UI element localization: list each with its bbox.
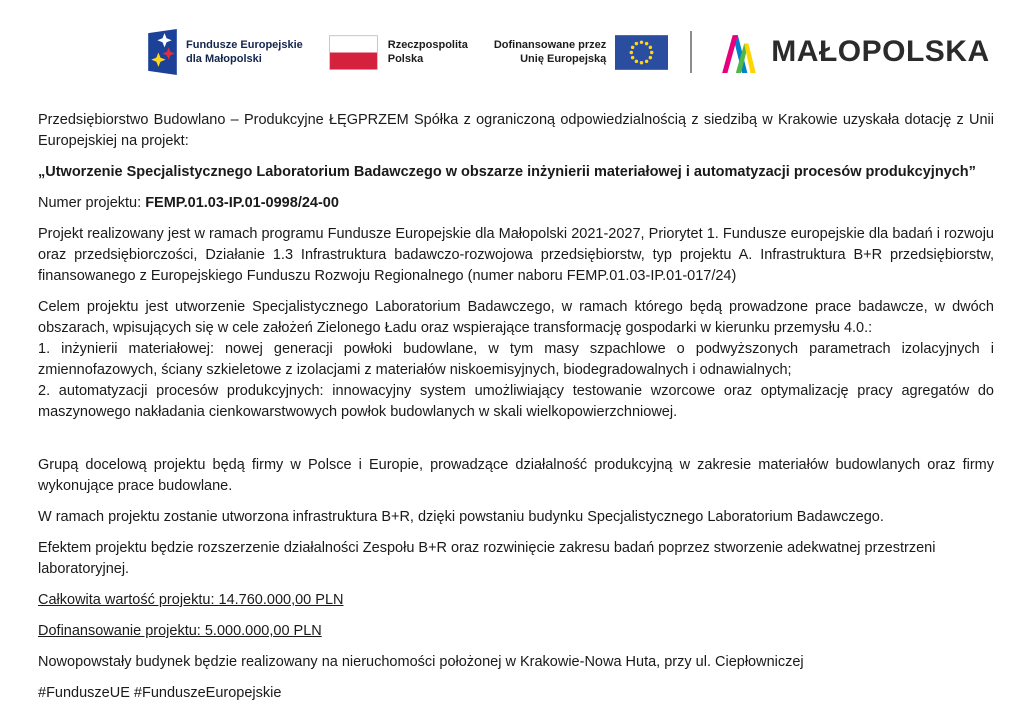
fe-logo-line2: dla Małopolski	[186, 53, 262, 65]
poland-logo-line1: Rzeczpospolita	[387, 38, 468, 51]
program-paragraph: Projekt realizowany jest w ramach programu Fundusze Europejskie dla Małopolski 2021-2027, Priorytet 1. Fundusze europejskie dla badań i rozwoju oraz przedsiębiorczości, Działanie 1.3 Infrastruktura badawczo-rozwojowa przedsiębiorstw, typ projektu A. Infrastruktura B+R przedsiębiorstw, finansowanego z Europejskiego Funduszu Rozwoju Regionalnego (numer naboru FEMP.01.03-IP.01-017/24)	[38, 226, 994, 284]
fe-malopolska-logo	[148, 29, 303, 75]
effect-paragraph: Efektem projektu będzie rozszerzenie działalności Zespołu B+R oraz rozwinięcie zakresu badań poprzez stworzenie adekwatnej przestrzeni laboratoryjnej.	[38, 540, 936, 577]
fe-flag-icon	[148, 29, 177, 75]
fe-logo-label	[186, 38, 303, 67]
document-body	[0, 110, 1024, 704]
infrastructure-paragraph: W ramach projektu zostanie utworzona infrastruktura B+R, dzięki powstaniu budynku Specjalistycznego Laboratorium Badawczego.	[38, 509, 884, 525]
total-value-line: Całkowita wartość projektu: 14.760.000,00 PLN	[38, 592, 344, 608]
eu-flag-icon	[615, 35, 668, 70]
poland-logo	[329, 35, 468, 70]
funding-line: Dofinansowanie projektu: 5.000.000,00 PLN	[38, 623, 322, 639]
logo-divider	[690, 31, 692, 73]
location-paragraph: Nowopowstały budynek będzie realizowany na nieruchomości położonej w Krakowie-Nowa Huta, przy ul. Ciepłowniczej	[38, 654, 804, 670]
project-title: „Utworzenie Specjalistycznego Laboratorium Badawczego w obszarze inżynierii materiałowej i automatyzacji procesów produkcyjnych”	[38, 164, 976, 180]
goals-paragraph	[38, 297, 994, 423]
eu-logo-label	[494, 38, 606, 67]
project-number-value: FEMP.01.03-IP.01-0998/24-00	[145, 195, 339, 211]
goal-item-2: 2. automatyzacji procesów produkcyjnych: innowacyjny system umożliwiający testowanie wzorcowe oraz optymalizację pracy agregatów do maszynowego nakładania cienkowarstwowych powłok budowlanych w skali wielkopowierzchniowej.	[38, 383, 994, 420]
poland-logo-line2: Polska	[387, 53, 424, 65]
malopolska-m-icon	[722, 31, 758, 73]
goals-intro: Celem projektu jest utworzenie Specjalistycznego Laboratorium Badawczego, w ramach którego będą prowadzone prace badawcze, w dwóch obszarach, wpisujących się w cele założeń Zielonego Ładu oraz wspierające transformację gospodarki w kierunku przemysłu 4.0.:	[38, 299, 994, 336]
poland-logo-label	[388, 38, 468, 67]
project-number-line	[38, 193, 994, 214]
eu-logo-line1: Dofinansowane przez	[493, 38, 607, 51]
eu-funding-logo	[494, 35, 668, 70]
target-group-paragraph: Grupą docelową projektu będą firmy w Polsce i Europie, prowadzące działalność produkcyjną w zakresie materiałów budowlanych oraz firmy wykonujące prace budowlane.	[38, 457, 994, 494]
logo-strip	[0, 0, 1024, 88]
eu-logo-line2: Unię Europejską	[520, 53, 607, 65]
blank-line	[38, 433, 994, 455]
hashtags-line: #FunduszeUE #FunduszeEuropejskie	[38, 685, 282, 701]
goal-item-1: 1. inżynierii materiałowej: nowej generacji powłoki budowlane, w tym masy szpachlowe o podwyższonych parametrach izolacyjnych i zmiennofazowych, ściany szkieletowe z izolacjami z materiałów niskoemisyjnych, biodegradowalnych i odnawialnych;	[38, 341, 994, 378]
poland-flag-icon	[329, 35, 378, 70]
malopolska-logo	[722, 31, 989, 73]
fe-logo-line1: Fundusze Europejskie	[186, 38, 303, 51]
malopolska-logo-label: MAŁOPOLSKA	[771, 35, 990, 68]
project-number-label: Numer projektu:	[38, 195, 146, 211]
intro-paragraph: Przedsiębiorstwo Budowlano – Produkcyjne ŁĘGPRZEM Spółka z ograniczoną odpowiedzialnością z siedzibą w Krakowie uzyskała dotację z Unii Europejskiej na projekt:	[38, 112, 994, 149]
